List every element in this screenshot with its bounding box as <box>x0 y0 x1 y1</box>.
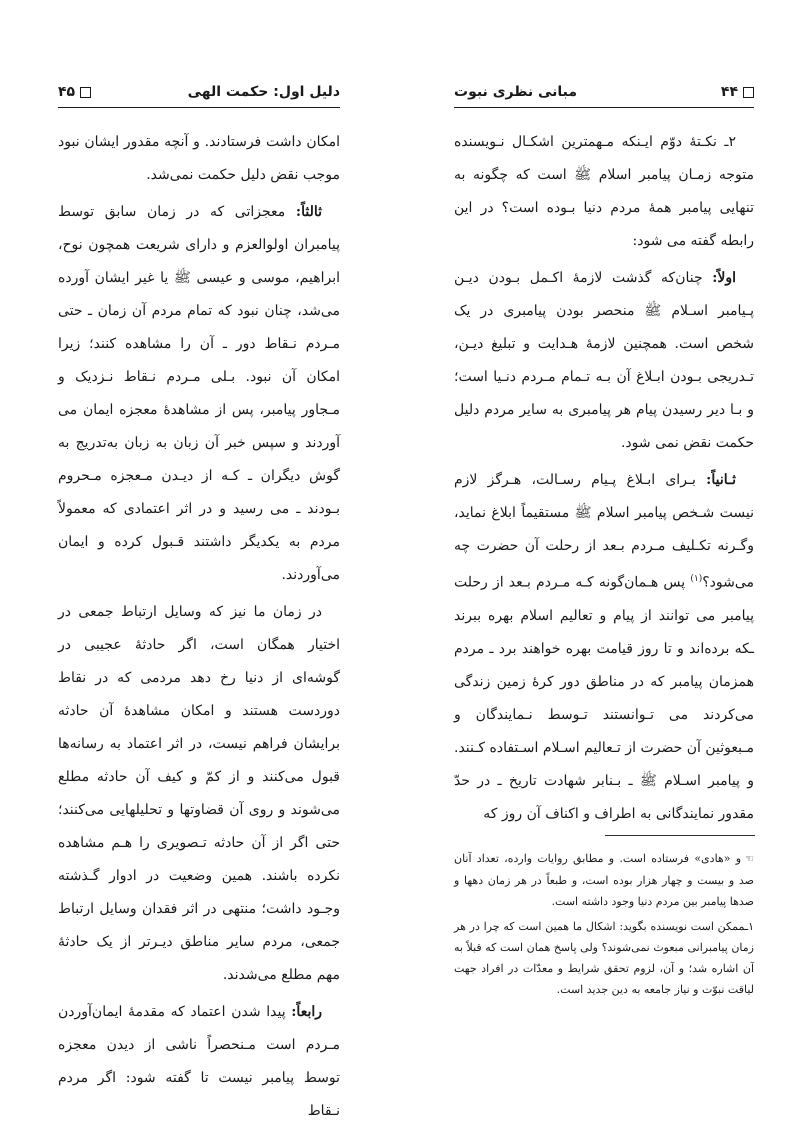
paragraph-lead: ثـانیاً: <box>706 472 736 488</box>
paragraph-text: پیدا شدن اعتماد که مقدمهٔ ایمان‌آوردن مـردم است مـنحصراً ناشی از دیدن معجزه توسط پیامبر نیست تا گفته شود: اگر مردم نـقاط <box>58 1004 340 1119</box>
left-page <box>58 80 340 1128</box>
square-box-icon <box>743 87 754 98</box>
right-running-head <box>454 80 754 108</box>
square-box-icon <box>80 87 91 98</box>
paragraph-text: بـرای ابـلاغ پـیام رسـالت، هـرگز لازم نیست شـخص پیامبر اسلام ﷺ مستقیماً ابلاغ نماید، وگـرنه تکـلیف مـردم بـعد از رحلت آن حضرت چه می‌شود؟ <box>454 472 754 591</box>
footnote-reference[interactable]: (۱) <box>690 574 703 584</box>
paragraph-lead: رابعاً: <box>291 1004 322 1020</box>
left-paragraph-3 <box>58 596 340 992</box>
right-paragraph-3 <box>454 464 754 831</box>
right-page-number: ۴۴ <box>720 84 738 100</box>
right-paragraph-2 <box>454 262 754 460</box>
right-page <box>454 80 754 831</box>
left-chapter-title: دلیل اول: حکمت الهی <box>187 84 340 100</box>
footnote-text: ممکن است نویسنده بگوید: اشکال ما همین است که چرا در هر زمان پیامبرانی مبعوث نمی‌شوند؟ ولی پاسخ همان است که قبلاً به آن اشاره شد؛ و آن، لزوم تحقق شرایط و معدّات در افراد جهت لیاقت نبوّت و نیاز جامعه به دین جدید است. <box>454 920 754 996</box>
paragraph-text: چنان‌که گذشت لازمهٔ اکـمل بـودن دیـن پـیامبر اسـلام ﷺ منحصر بودن پیامبری در یک شخص است. همچنین لازمهٔ هـدایت و تبلیغ دیـن، تـدریجی بـودن ابـلاغ آن بـه تـمام مـردم دنـیا است؛ و بـا دیر رسیدن پیام هر پیامبری به سایر مردم دلیل حکمت نقض نمی شود. <box>454 270 754 451</box>
paragraph-text: در زمان ما نیز که وسایل ارتباط جمعی در اختیار همگان است، اگر حادثهٔ عجیبی در گوشه‌ای از دنیا رخ دهد مردمی که در نقاط دوردست هستند و امکان مشاهدهٔ آن حادثه برایشان فراهم نیست، در اثر اعتماد به رسانه‌ها قبول می‌کنند و از کمّ و کیف آن حادثه مطلع می‌شوند و روی آن قضاوتها و تحلیلهایی می‌کنند؛ حتی اگر از آن حادثه تـصویری را هـم مشاهده نکرده باشند. همین وضعیت در ادوار گـذشته وجـود داشت؛ منتهی در اثر فقدان وسایل ارتباط جمعی، مردم سایر مناطق دیـرتر از یک حادثهٔ مهم مطلع می‌شدند. <box>58 604 340 983</box>
left-running-head <box>58 80 340 108</box>
paragraph-text: ۲ـ نکـتهٔ دوّم ایـنکه مـهمترین اشکـال نـویسنده متوجه زمـان پیامبر اسلام ﷺ است که چگونه به تنهایی پیامبر همهٔ مردم دنیا بـوده است؟ در این رابطه گفته می شود: <box>454 134 754 249</box>
paragraph-text-continued: پس هـمان‌گونه کـه مـردم بـعد از رحلت پیامبر می توانند از پیام و تعالیم اسلام بهره ببرند ـکه برده‌اند و تا روز قیامت بهره خواهند برد ـ مردم همزمان پیامبر که در مناطق دور کرهٔ زمین زندگی می‌کردند می تـوانستند تـوسط نـمایندگان و مـبعوثین آن حضرت از تـعالیم اسـلام اسـتفاده کـنند. و پیامبر اسـلام ﷺ ـ بـنابر شهادت تاریخ ـ در حدّ مقدور نمایندگانی به اطراف و اکناف آن روز که <box>454 574 754 822</box>
paragraph-text: معجزاتی که در زمان سابق توسط پیامبران اولوالعزم و دارای شریعت همچون نوح، ابراهیم، موسی و عیسی ﷺ یا غیر ایشان آورده می‌شد، چنان نبود که تمام مردم آن زمان ـ حتی مـردم نـقاط دور ـ آن را مشاهده کنند؛ زیرا امکان آن نبود. بـلی مـردم نـقاط نـزدیک و مـجاور پیامبر، پس از مشاهدهٔ معجزه ایمان می آوردند و سپس خبر آن زبان به زبان به‌تدریج به گوش دیگران ـ کـه از دیـدن مـعجزه مـحروم بـودند ـ می رسید و در اثر اعتمادی که معمولاً مردم به یکدیگر داشتند قـبول کرده و ایمان می‌آوردند. <box>58 204 340 583</box>
footnote-text: و «هادی» فرستاده است. و مطابق روایات وارده، تعداد آنان صد و بیست و چهار هزار بوده است، و طبعاً در هر زمان دهها و صدها پیامبر بین مردم دنیا وجود داشته است. <box>454 852 754 908</box>
left-paragraph-4 <box>58 996 340 1128</box>
left-paragraph-1 <box>58 126 340 192</box>
paragraph-lead: ثالثاً: <box>295 204 322 220</box>
footnote-number: ۱ـ <box>744 920 754 933</box>
left-page-number: ۴۵ <box>58 84 76 100</box>
footnote-item <box>454 848 754 912</box>
pointing-hand-icon: ☜ <box>745 854 754 865</box>
left-paragraph-2 <box>58 196 340 592</box>
footnote-divider <box>605 835 755 836</box>
paragraph-lead: اولاً: <box>712 270 736 286</box>
footnotes <box>454 848 754 1004</box>
footnote-item <box>454 916 754 1000</box>
paragraph-text: امکان داشت فرستادند. و آنچه مقدور ایشان نبود موجب نقض دلیل حکمت نمی‌شد. <box>58 134 340 183</box>
right-chapter-title: مبانی نظری نبوت <box>454 84 578 100</box>
left-folio <box>58 84 91 100</box>
right-paragraph-1 <box>454 126 754 258</box>
right-folio <box>721 84 754 100</box>
